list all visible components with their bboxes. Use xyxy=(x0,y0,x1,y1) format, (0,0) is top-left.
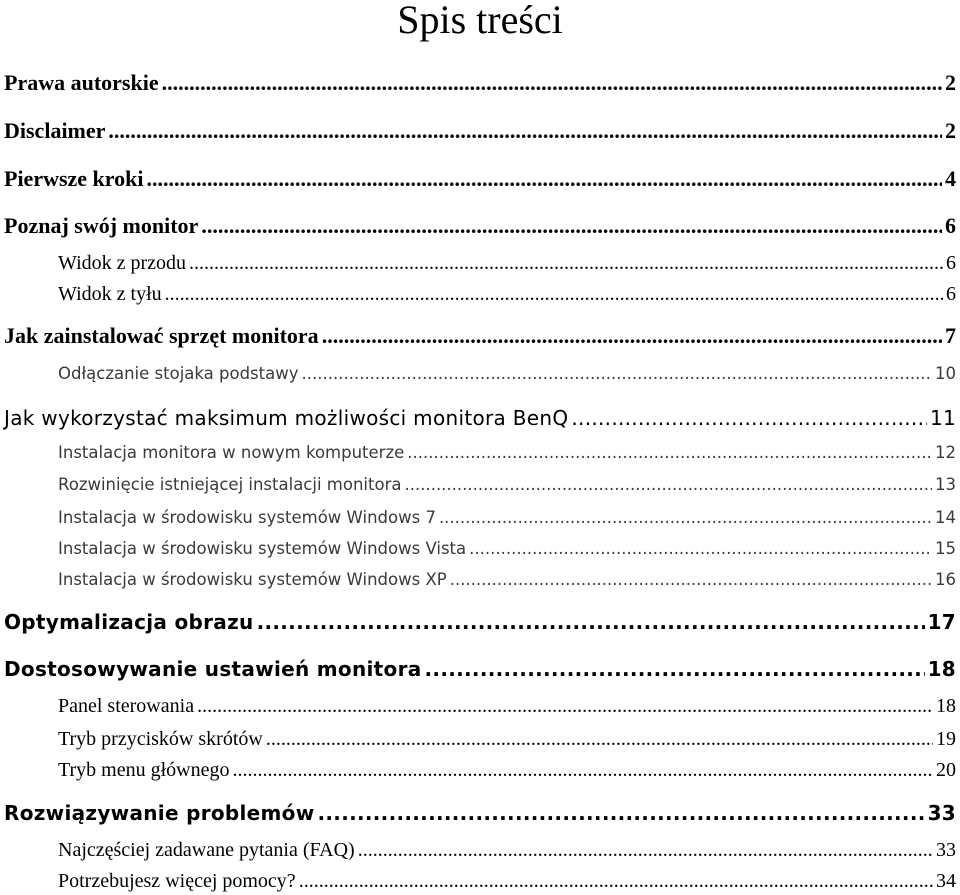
toc-entry-page: 14 xyxy=(935,508,956,527)
toc-entry-label: Tryb przycisków skrótów xyxy=(58,728,263,750)
toc-entry-label: Jak zainstalować sprzęt monitora xyxy=(4,323,319,348)
toc-leader-dots xyxy=(257,606,925,638)
toc-entry-label: Instalacja w środowisku systemów Windows XP xyxy=(58,570,447,589)
toc-leader-dots xyxy=(358,836,933,864)
toc-entry-page: 18 xyxy=(927,657,956,681)
toc-entry-label: Potrzebujesz więcej pomocy? xyxy=(58,870,296,892)
toc-entry-label: Poznaj swój monitor xyxy=(4,213,199,238)
toc-entry-label: Prawa autorskie xyxy=(4,70,159,95)
toc-entry-panel-sterowania[interactable] xyxy=(58,692,956,720)
toc-entry-optymalizacja-obrazu[interactable] xyxy=(4,606,956,638)
toc-leader-dots xyxy=(404,471,932,499)
toc-entry-windows-7[interactable] xyxy=(58,504,956,532)
toc-entry-tryb-menu-glownego[interactable] xyxy=(58,756,956,784)
toc-leader-dots xyxy=(108,116,942,146)
toc-leader-dots xyxy=(201,211,942,241)
toc-entry-faq[interactable] xyxy=(58,836,956,864)
toc-leader-dots xyxy=(266,725,933,753)
toc-leader-dots xyxy=(571,402,927,434)
toc-leader-dots xyxy=(232,756,933,784)
toc-entry-page: 13 xyxy=(935,475,956,494)
toc-entry-page: 6 xyxy=(945,213,956,238)
toc-leader-dots xyxy=(189,249,943,277)
toc-entry-pierwsze-kroki[interactable] xyxy=(4,164,956,194)
toc-entry-page: 2 xyxy=(945,70,956,95)
toc-leader-dots xyxy=(469,535,932,563)
toc-entry-page: 20 xyxy=(936,759,956,781)
toc-leader-dots xyxy=(322,321,942,351)
toc-entry-page: 11 xyxy=(929,406,956,430)
toc-entry-label: Jak wykorzystać maksimum możliwości monitora BenQ xyxy=(4,406,569,430)
page-title: Spis treści xyxy=(397,0,563,42)
toc-entry-dostosowywanie-ustawien[interactable] xyxy=(4,653,956,685)
toc-entry-page: 16 xyxy=(935,570,956,589)
toc-entry-poznaj-swoj-monitor[interactable] xyxy=(4,211,956,241)
toc-entry-label: Najczęściej zadawane pytania (FAQ) xyxy=(58,839,355,861)
toc-leader-dots xyxy=(197,692,933,720)
toc-entry-label: Instalacja monitora w nowym komputerze xyxy=(58,443,405,462)
toc-leader-dots xyxy=(162,68,942,98)
toc-entry-label: Disclaimer xyxy=(4,118,106,143)
toc-entry-page: 12 xyxy=(935,443,956,462)
toc-entry-wiecej-pomocy[interactable] xyxy=(58,867,956,895)
toc-entry-label: Rozwinięcie istniejącej instalacji monitora xyxy=(58,475,402,494)
toc-entry-page: 6 xyxy=(946,283,956,305)
toc-entry-page: 15 xyxy=(935,539,956,558)
toc-entry-rozwiniecie-instalacji[interactable] xyxy=(58,471,956,499)
toc-entry-jak-wykorzystac-maksimum[interactable] xyxy=(4,402,956,434)
toc-entry-page: 6 xyxy=(946,252,956,274)
toc-entry-label: Widok z tyłu xyxy=(58,283,162,305)
toc-leader-dots xyxy=(439,504,932,532)
toc-entry-page: 17 xyxy=(927,610,956,634)
toc-entry-label: Optymalizacja obrazu xyxy=(4,610,254,634)
toc-entry-label: Instalacja w środowisku systemów Windows Vista xyxy=(58,539,467,558)
toc-leader-dots xyxy=(299,867,933,895)
toc-entry-rozwiazywanie-problemow[interactable] xyxy=(4,797,956,829)
toc-leader-dots xyxy=(165,280,943,308)
toc-entry-label: Panel sterowania xyxy=(58,695,195,717)
toc-entry-page: 34 xyxy=(936,870,956,892)
toc-leader-dots xyxy=(425,653,925,685)
toc-entry-label: Odłączanie stojaka podstawy xyxy=(58,364,299,383)
toc-entry-page: 7 xyxy=(945,323,956,348)
toc-entry-page: 19 xyxy=(936,728,956,750)
toc-entry-widok-z-przodu[interactable] xyxy=(58,249,956,277)
toc-leader-dots xyxy=(302,360,933,388)
toc-entry-widok-z-tylu[interactable] xyxy=(58,280,956,308)
toc-leader-dots xyxy=(407,439,932,467)
toc-leader-dots xyxy=(147,164,942,194)
toc-leader-dots xyxy=(450,566,932,594)
toc-entry-instalacja-nowy-komputer[interactable] xyxy=(58,439,956,467)
toc-entry-page: 33 xyxy=(927,801,956,825)
toc-entry-label: Rozwiązywanie problemów xyxy=(4,801,315,825)
toc-entry-disclaimer[interactable] xyxy=(4,116,956,146)
toc-entry-windows-vista[interactable] xyxy=(58,535,956,563)
toc-entry-tryb-przyciskow-skrotow[interactable] xyxy=(58,725,956,753)
toc-entry-windows-xp[interactable] xyxy=(58,566,956,594)
toc-entry-page: 4 xyxy=(945,166,956,191)
toc-entry-page: 2 xyxy=(945,118,956,143)
toc-entry-prawa-autorskie[interactable] xyxy=(4,68,956,98)
toc-entry-page: 33 xyxy=(936,839,956,861)
toc-entry-label: Instalacja w środowisku systemów Windows 7 xyxy=(58,508,436,527)
toc-entry-label: Widok z przodu xyxy=(58,252,187,274)
toc-entry-label: Dostosowywanie ustawień monitora xyxy=(4,657,422,681)
toc-entry-page: 10 xyxy=(935,364,956,383)
toc-entry-jak-zainstalowac-sprzet[interactable] xyxy=(4,321,956,351)
toc-entry-label: Tryb menu głównego xyxy=(58,759,230,781)
toc-entry-label: Pierwsze kroki xyxy=(4,166,144,191)
toc-entry-page: 18 xyxy=(936,695,956,717)
toc-leader-dots xyxy=(318,797,925,829)
toc-entry-odlaczanie-stojaka[interactable] xyxy=(58,360,956,388)
